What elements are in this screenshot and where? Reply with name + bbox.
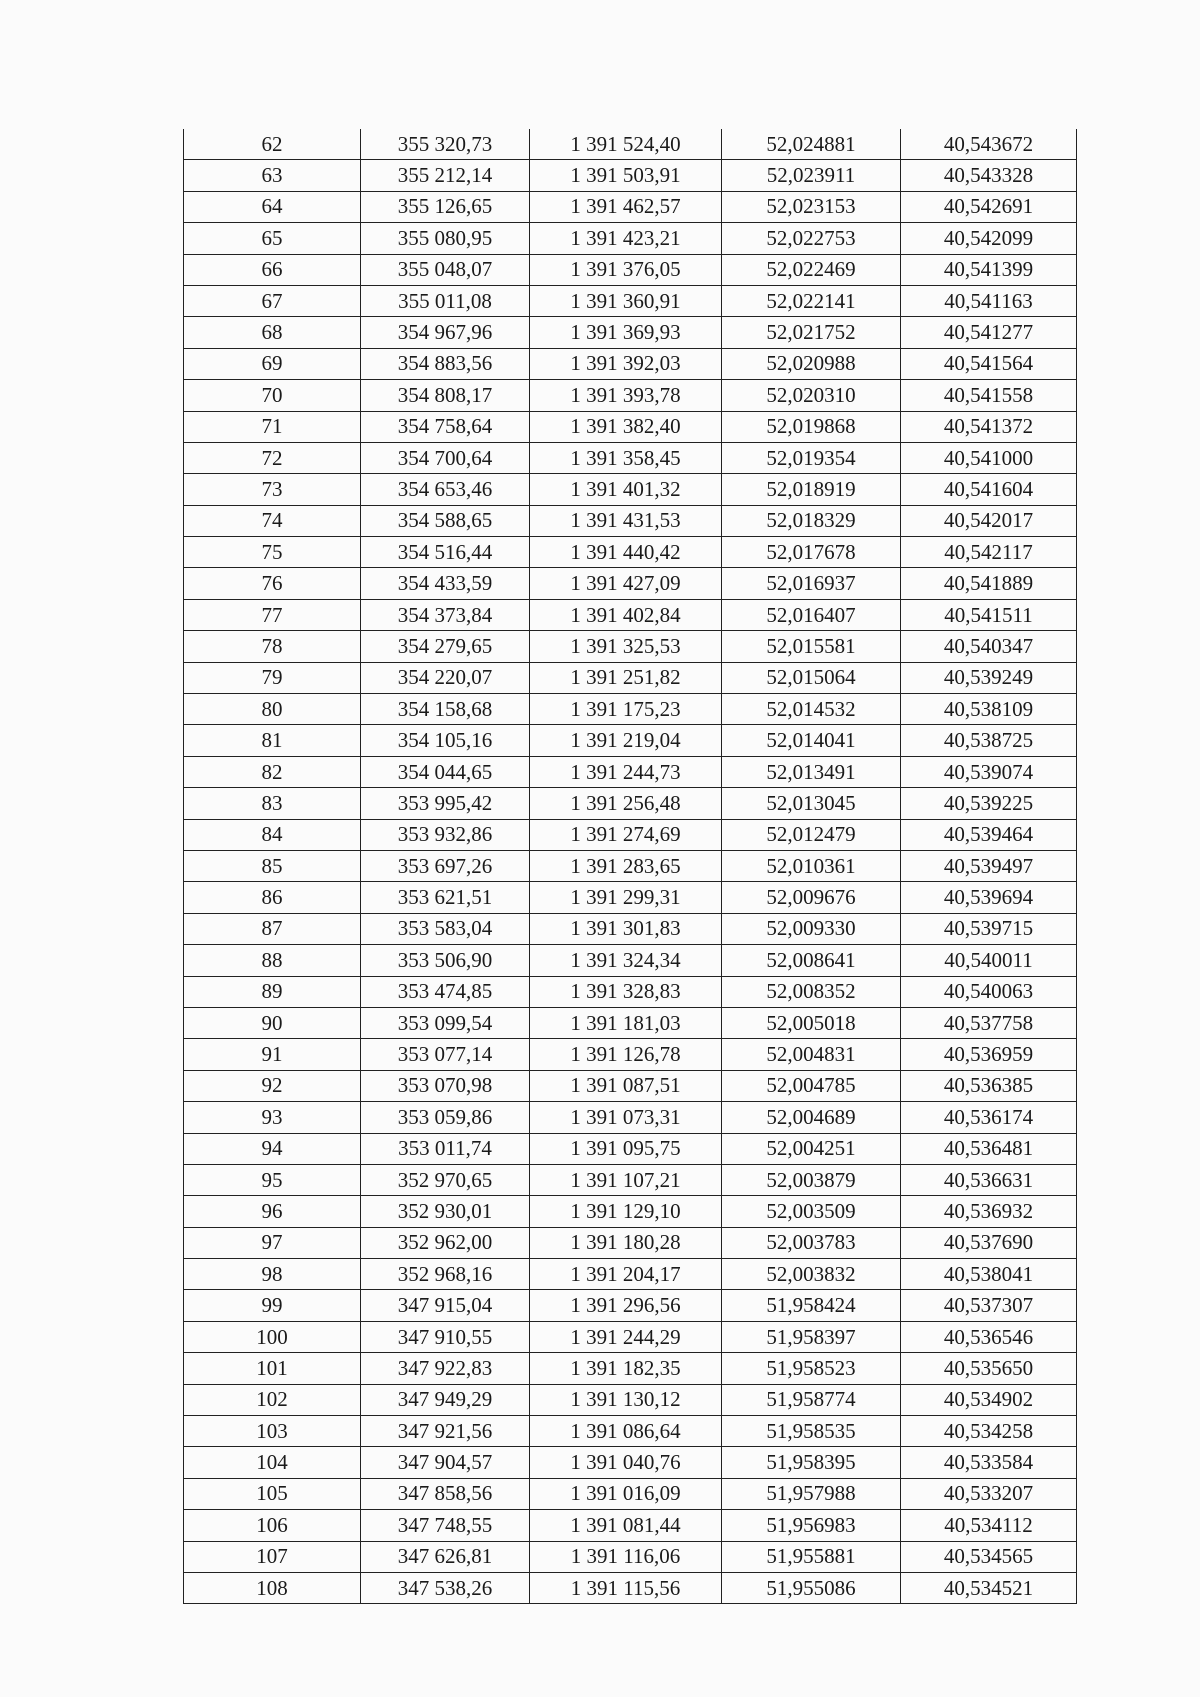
point-number-cell: 99 (184, 1290, 361, 1321)
y-coordinate-cell: 1 391 423,21 (530, 223, 722, 254)
x-coordinate-cell: 347 858,56 (361, 1478, 530, 1509)
y-coordinate-cell: 1 391 016,09 (530, 1478, 722, 1509)
point-number-cell: 101 (184, 1353, 361, 1384)
point-number-cell: 75 (184, 537, 361, 568)
table-row (184, 631, 1077, 662)
point-number-cell: 96 (184, 1196, 361, 1227)
longitude-cell: 40,540347 (901, 631, 1077, 662)
longitude-cell: 40,539497 (901, 850, 1077, 881)
y-coordinate-cell: 1 391 462,57 (530, 191, 722, 222)
coordinates-table (183, 129, 1077, 1604)
latitude-cell: 52,008641 (722, 945, 901, 976)
y-coordinate-cell: 1 391 244,29 (530, 1321, 722, 1352)
latitude-cell: 52,022469 (722, 254, 901, 285)
y-coordinate-cell: 1 391 440,42 (530, 537, 722, 568)
point-number-cell: 94 (184, 1133, 361, 1164)
point-number-cell: 108 (184, 1572, 361, 1603)
longitude-cell: 40,541277 (901, 317, 1077, 348)
latitude-cell: 52,021752 (722, 317, 901, 348)
latitude-cell: 51,958535 (722, 1416, 901, 1447)
latitude-cell: 52,017678 (722, 537, 901, 568)
y-coordinate-cell: 1 391 175,23 (530, 694, 722, 725)
x-coordinate-cell: 354 967,96 (361, 317, 530, 348)
x-coordinate-cell: 353 506,90 (361, 945, 530, 976)
x-coordinate-cell: 352 970,65 (361, 1164, 530, 1195)
y-coordinate-cell: 1 391 180,28 (530, 1227, 722, 1258)
point-number-cell: 95 (184, 1164, 361, 1195)
point-number-cell: 63 (184, 160, 361, 191)
latitude-cell: 52,008352 (722, 976, 901, 1007)
x-coordinate-cell: 354 433,59 (361, 568, 530, 599)
table-row (184, 756, 1077, 787)
x-coordinate-cell: 354 044,65 (361, 756, 530, 787)
latitude-cell: 52,014532 (722, 694, 901, 725)
table-row (184, 1353, 1077, 1384)
latitude-cell: 52,018329 (722, 505, 901, 536)
latitude-cell: 52,009676 (722, 882, 901, 913)
x-coordinate-cell: 354 653,46 (361, 474, 530, 505)
point-number-cell: 69 (184, 348, 361, 379)
y-coordinate-cell: 1 391 283,65 (530, 850, 722, 881)
latitude-cell: 52,023153 (722, 191, 901, 222)
table-row (184, 1196, 1077, 1227)
point-number-cell: 80 (184, 694, 361, 725)
table-row (184, 1572, 1077, 1603)
y-coordinate-cell: 1 391 301,83 (530, 913, 722, 944)
table-row (184, 1510, 1077, 1541)
longitude-cell: 40,538109 (901, 694, 1077, 725)
point-number-cell: 87 (184, 913, 361, 944)
longitude-cell: 40,536174 (901, 1102, 1077, 1133)
y-coordinate-cell: 1 391 204,17 (530, 1259, 722, 1290)
y-coordinate-cell: 1 391 376,05 (530, 254, 722, 285)
latitude-cell: 52,018919 (722, 474, 901, 505)
y-coordinate-cell: 1 391 107,21 (530, 1164, 722, 1195)
x-coordinate-cell: 354 883,56 (361, 348, 530, 379)
y-coordinate-cell: 1 391 130,12 (530, 1384, 722, 1415)
y-coordinate-cell: 1 391 324,34 (530, 945, 722, 976)
table-row (184, 442, 1077, 473)
table-row (184, 1133, 1077, 1164)
table-row (184, 788, 1077, 819)
x-coordinate-cell: 347 748,55 (361, 1510, 530, 1541)
y-coordinate-cell: 1 391 296,56 (530, 1290, 722, 1321)
y-coordinate-cell: 1 391 299,31 (530, 882, 722, 913)
point-number-cell: 72 (184, 442, 361, 473)
x-coordinate-cell: 354 588,65 (361, 505, 530, 536)
latitude-cell: 52,012479 (722, 819, 901, 850)
y-coordinate-cell: 1 391 126,78 (530, 1039, 722, 1070)
longitude-cell: 40,541558 (901, 380, 1077, 411)
latitude-cell: 52,013491 (722, 756, 901, 787)
table-row (184, 599, 1077, 630)
latitude-cell: 52,010361 (722, 850, 901, 881)
table-row (184, 474, 1077, 505)
point-number-cell: 85 (184, 850, 361, 881)
table-row (184, 662, 1077, 693)
y-coordinate-cell: 1 391 392,03 (530, 348, 722, 379)
point-number-cell: 68 (184, 317, 361, 348)
table-row (184, 1039, 1077, 1070)
y-coordinate-cell: 1 391 115,56 (530, 1572, 722, 1603)
table-row (184, 694, 1077, 725)
point-number-cell: 90 (184, 1007, 361, 1038)
latitude-cell: 52,004831 (722, 1039, 901, 1070)
longitude-cell: 40,541372 (901, 411, 1077, 442)
point-number-cell: 92 (184, 1070, 361, 1101)
table-row (184, 1478, 1077, 1509)
y-coordinate-cell: 1 391 081,44 (530, 1510, 722, 1541)
table-row (184, 1102, 1077, 1133)
latitude-cell: 52,003509 (722, 1196, 901, 1227)
table-row (184, 1447, 1077, 1478)
x-coordinate-cell: 353 474,85 (361, 976, 530, 1007)
longitude-cell: 40,543672 (901, 129, 1077, 160)
point-number-cell: 67 (184, 285, 361, 316)
latitude-cell: 52,022753 (722, 223, 901, 254)
x-coordinate-cell: 355 212,14 (361, 160, 530, 191)
x-coordinate-cell: 347 626,81 (361, 1541, 530, 1572)
coordinates-table-body (184, 129, 1077, 1604)
latitude-cell: 52,016407 (722, 599, 901, 630)
latitude-cell: 52,022141 (722, 285, 901, 316)
table-row (184, 882, 1077, 913)
point-number-cell: 70 (184, 380, 361, 411)
latitude-cell: 52,005018 (722, 1007, 901, 1038)
point-number-cell: 100 (184, 1321, 361, 1352)
y-coordinate-cell: 1 391 256,48 (530, 788, 722, 819)
table-row (184, 285, 1077, 316)
longitude-cell: 40,536481 (901, 1133, 1077, 1164)
point-number-cell: 64 (184, 191, 361, 222)
x-coordinate-cell: 354 279,65 (361, 631, 530, 662)
x-coordinate-cell: 354 105,16 (361, 725, 530, 756)
point-number-cell: 104 (184, 1447, 361, 1478)
point-number-cell: 79 (184, 662, 361, 693)
latitude-cell: 52,004785 (722, 1070, 901, 1101)
longitude-cell: 40,536631 (901, 1164, 1077, 1195)
x-coordinate-cell: 353 099,54 (361, 1007, 530, 1038)
x-coordinate-cell: 347 904,57 (361, 1447, 530, 1478)
y-coordinate-cell: 1 391 087,51 (530, 1070, 722, 1101)
x-coordinate-cell: 353 697,26 (361, 850, 530, 881)
latitude-cell: 52,014041 (722, 725, 901, 756)
latitude-cell: 52,003879 (722, 1164, 901, 1195)
y-coordinate-cell: 1 391 328,83 (530, 976, 722, 1007)
point-number-cell: 106 (184, 1510, 361, 1541)
longitude-cell: 40,534258 (901, 1416, 1077, 1447)
latitude-cell: 52,023911 (722, 160, 901, 191)
point-number-cell: 65 (184, 223, 361, 254)
y-coordinate-cell: 1 391 382,40 (530, 411, 722, 442)
latitude-cell: 52,019354 (722, 442, 901, 473)
x-coordinate-cell: 353 583,04 (361, 913, 530, 944)
point-number-cell: 98 (184, 1259, 361, 1290)
latitude-cell: 52,016937 (722, 568, 901, 599)
table-row (184, 411, 1077, 442)
x-coordinate-cell: 347 949,29 (361, 1384, 530, 1415)
table-row (184, 945, 1077, 976)
longitude-cell: 40,536959 (901, 1039, 1077, 1070)
latitude-cell: 52,013045 (722, 788, 901, 819)
table-row (184, 976, 1077, 1007)
point-number-cell: 91 (184, 1039, 361, 1070)
point-number-cell: 105 (184, 1478, 361, 1509)
latitude-cell: 52,019868 (722, 411, 901, 442)
longitude-cell: 40,539225 (901, 788, 1077, 819)
y-coordinate-cell: 1 391 181,03 (530, 1007, 722, 1038)
longitude-cell: 40,534112 (901, 1510, 1077, 1541)
longitude-cell: 40,540063 (901, 976, 1077, 1007)
y-coordinate-cell: 1 391 274,69 (530, 819, 722, 850)
table-row (184, 254, 1077, 285)
point-number-cell: 73 (184, 474, 361, 505)
table-row (184, 191, 1077, 222)
table-row (184, 1541, 1077, 1572)
table-row (184, 317, 1077, 348)
x-coordinate-cell: 354 758,64 (361, 411, 530, 442)
point-number-cell: 97 (184, 1227, 361, 1258)
y-coordinate-cell: 1 391 503,91 (530, 160, 722, 191)
table-row (184, 505, 1077, 536)
point-number-cell: 71 (184, 411, 361, 442)
longitude-cell: 40,535650 (901, 1353, 1077, 1384)
y-coordinate-cell: 1 391 360,91 (530, 285, 722, 316)
point-number-cell: 102 (184, 1384, 361, 1415)
x-coordinate-cell: 347 538,26 (361, 1572, 530, 1603)
x-coordinate-cell: 353 932,86 (361, 819, 530, 850)
x-coordinate-cell: 353 995,42 (361, 788, 530, 819)
longitude-cell: 40,541163 (901, 285, 1077, 316)
latitude-cell: 51,956983 (722, 1510, 901, 1541)
longitude-cell: 40,533207 (901, 1478, 1077, 1509)
x-coordinate-cell: 353 011,74 (361, 1133, 530, 1164)
y-coordinate-cell: 1 391 402,84 (530, 599, 722, 630)
latitude-cell: 51,955086 (722, 1572, 901, 1603)
longitude-cell: 40,538041 (901, 1259, 1077, 1290)
y-coordinate-cell: 1 391 401,32 (530, 474, 722, 505)
y-coordinate-cell: 1 391 251,82 (530, 662, 722, 693)
latitude-cell: 52,015064 (722, 662, 901, 693)
latitude-cell: 51,958523 (722, 1353, 901, 1384)
longitude-cell: 40,541564 (901, 348, 1077, 379)
y-coordinate-cell: 1 391 095,75 (530, 1133, 722, 1164)
x-coordinate-cell: 355 011,08 (361, 285, 530, 316)
y-coordinate-cell: 1 391 431,53 (530, 505, 722, 536)
longitude-cell: 40,540011 (901, 945, 1077, 976)
latitude-cell: 52,004251 (722, 1133, 901, 1164)
longitude-cell: 40,537758 (901, 1007, 1077, 1038)
y-coordinate-cell: 1 391 086,64 (530, 1416, 722, 1447)
latitude-cell: 52,020988 (722, 348, 901, 379)
table-row (184, 1259, 1077, 1290)
x-coordinate-cell: 355 080,95 (361, 223, 530, 254)
longitude-cell: 40,537307 (901, 1290, 1077, 1321)
x-coordinate-cell: 352 968,16 (361, 1259, 530, 1290)
y-coordinate-cell: 1 391 129,10 (530, 1196, 722, 1227)
x-coordinate-cell: 347 915,04 (361, 1290, 530, 1321)
x-coordinate-cell: 355 048,07 (361, 254, 530, 285)
longitude-cell: 40,536385 (901, 1070, 1077, 1101)
table-row (184, 1290, 1077, 1321)
longitude-cell: 40,541604 (901, 474, 1077, 505)
point-number-cell: 107 (184, 1541, 361, 1572)
longitude-cell: 40,542099 (901, 223, 1077, 254)
point-number-cell: 103 (184, 1416, 361, 1447)
longitude-cell: 40,541399 (901, 254, 1077, 285)
y-coordinate-cell: 1 391 116,06 (530, 1541, 722, 1572)
y-coordinate-cell: 1 391 393,78 (530, 380, 722, 411)
point-number-cell: 74 (184, 505, 361, 536)
longitude-cell: 40,539074 (901, 756, 1077, 787)
latitude-cell: 51,957988 (722, 1478, 901, 1509)
table-row (184, 223, 1077, 254)
y-coordinate-cell: 1 391 524,40 (530, 129, 722, 160)
longitude-cell: 40,539249 (901, 662, 1077, 693)
y-coordinate-cell: 1 391 244,73 (530, 756, 722, 787)
point-number-cell: 76 (184, 568, 361, 599)
point-number-cell: 88 (184, 945, 361, 976)
table-row (184, 913, 1077, 944)
latitude-cell: 52,009330 (722, 913, 901, 944)
point-number-cell: 89 (184, 976, 361, 1007)
x-coordinate-cell: 353 059,86 (361, 1102, 530, 1133)
y-coordinate-cell: 1 391 182,35 (530, 1353, 722, 1384)
longitude-cell: 40,536546 (901, 1321, 1077, 1352)
table-row (184, 1321, 1077, 1352)
table-row (184, 568, 1077, 599)
table-row (184, 1164, 1077, 1195)
longitude-cell: 40,543328 (901, 160, 1077, 191)
y-coordinate-cell: 1 391 358,45 (530, 442, 722, 473)
latitude-cell: 51,958774 (722, 1384, 901, 1415)
y-coordinate-cell: 1 391 219,04 (530, 725, 722, 756)
x-coordinate-cell: 354 808,17 (361, 380, 530, 411)
x-coordinate-cell: 355 126,65 (361, 191, 530, 222)
point-number-cell: 66 (184, 254, 361, 285)
x-coordinate-cell: 354 700,64 (361, 442, 530, 473)
x-coordinate-cell: 353 070,98 (361, 1070, 530, 1101)
x-coordinate-cell: 347 921,56 (361, 1416, 530, 1447)
table-row (184, 129, 1077, 160)
longitude-cell: 40,538725 (901, 725, 1077, 756)
table-row (184, 537, 1077, 568)
x-coordinate-cell: 354 220,07 (361, 662, 530, 693)
point-number-cell: 81 (184, 725, 361, 756)
x-coordinate-cell: 353 077,14 (361, 1039, 530, 1070)
latitude-cell: 52,003783 (722, 1227, 901, 1258)
longitude-cell: 40,541511 (901, 599, 1077, 630)
y-coordinate-cell: 1 391 427,09 (530, 568, 722, 599)
point-number-cell: 82 (184, 756, 361, 787)
x-coordinate-cell: 347 910,55 (361, 1321, 530, 1352)
x-coordinate-cell: 355 320,73 (361, 129, 530, 160)
longitude-cell: 40,533584 (901, 1447, 1077, 1478)
x-coordinate-cell: 353 621,51 (361, 882, 530, 913)
y-coordinate-cell: 1 391 073,31 (530, 1102, 722, 1133)
table-row (184, 1416, 1077, 1447)
longitude-cell: 40,542691 (901, 191, 1077, 222)
longitude-cell: 40,542117 (901, 537, 1077, 568)
latitude-cell: 52,020310 (722, 380, 901, 411)
point-number-cell: 77 (184, 599, 361, 630)
latitude-cell: 52,003832 (722, 1259, 901, 1290)
longitude-cell: 40,536932 (901, 1196, 1077, 1227)
table-row (184, 160, 1077, 191)
longitude-cell: 40,542017 (901, 505, 1077, 536)
table-row (184, 1007, 1077, 1038)
table-row (184, 348, 1077, 379)
table-row (184, 819, 1077, 850)
latitude-cell: 51,955881 (722, 1541, 901, 1572)
point-number-cell: 78 (184, 631, 361, 662)
point-number-cell: 84 (184, 819, 361, 850)
y-coordinate-cell: 1 391 369,93 (530, 317, 722, 348)
table-row (184, 725, 1077, 756)
x-coordinate-cell: 352 962,00 (361, 1227, 530, 1258)
y-coordinate-cell: 1 391 325,53 (530, 631, 722, 662)
longitude-cell: 40,539694 (901, 882, 1077, 913)
point-number-cell: 93 (184, 1102, 361, 1133)
longitude-cell: 40,534565 (901, 1541, 1077, 1572)
latitude-cell: 52,004689 (722, 1102, 901, 1133)
longitude-cell: 40,539464 (901, 819, 1077, 850)
x-coordinate-cell: 354 373,84 (361, 599, 530, 630)
x-coordinate-cell: 354 158,68 (361, 694, 530, 725)
x-coordinate-cell: 354 516,44 (361, 537, 530, 568)
latitude-cell: 51,958397 (722, 1321, 901, 1352)
table-row (184, 380, 1077, 411)
longitude-cell: 40,539715 (901, 913, 1077, 944)
table-row (184, 1227, 1077, 1258)
table-row (184, 1070, 1077, 1101)
longitude-cell: 40,537690 (901, 1227, 1077, 1258)
y-coordinate-cell: 1 391 040,76 (530, 1447, 722, 1478)
table-row (184, 1384, 1077, 1415)
latitude-cell: 52,015581 (722, 631, 901, 662)
x-coordinate-cell: 347 922,83 (361, 1353, 530, 1384)
point-number-cell: 62 (184, 129, 361, 160)
longitude-cell: 40,534521 (901, 1572, 1077, 1603)
point-number-cell: 83 (184, 788, 361, 819)
longitude-cell: 40,541000 (901, 442, 1077, 473)
x-coordinate-cell: 352 930,01 (361, 1196, 530, 1227)
latitude-cell: 52,024881 (722, 129, 901, 160)
latitude-cell: 51,958424 (722, 1290, 901, 1321)
longitude-cell: 40,541889 (901, 568, 1077, 599)
longitude-cell: 40,534902 (901, 1384, 1077, 1415)
table-row (184, 850, 1077, 881)
point-number-cell: 86 (184, 882, 361, 913)
latitude-cell: 51,958395 (722, 1447, 901, 1478)
